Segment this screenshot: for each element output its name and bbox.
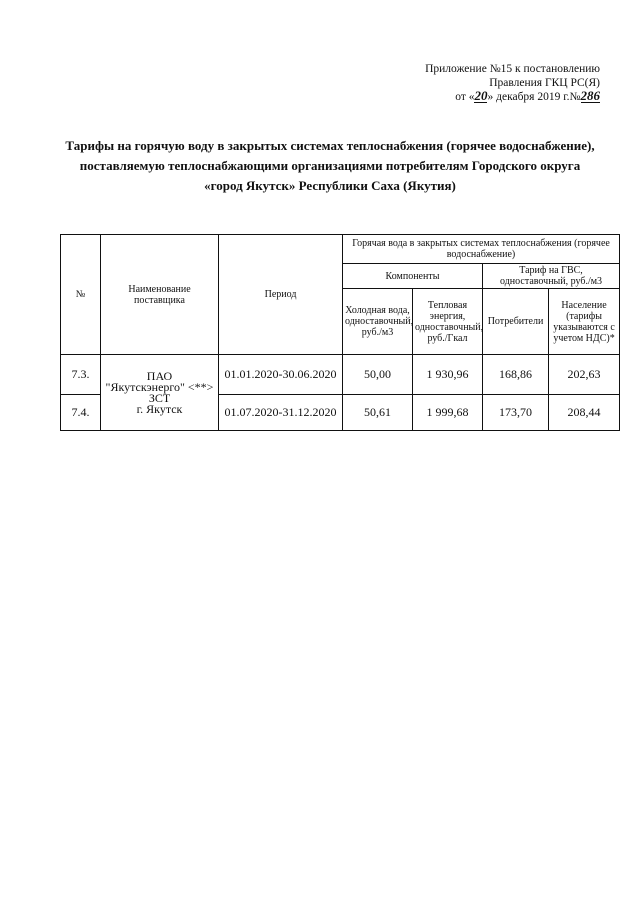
appendix-line-3 bbox=[330, 90, 600, 104]
row-cold-water: 50,61 bbox=[343, 395, 413, 431]
supplier-line-2: "Якутскэнерго" <**> bbox=[105, 379, 214, 394]
row-cold-water: 50,00 bbox=[343, 355, 413, 395]
header-num: № bbox=[61, 235, 101, 355]
row-heat-energy: 1 999,68 bbox=[413, 395, 483, 431]
header-components: Компоненты bbox=[343, 264, 483, 289]
appendix-day: 20 bbox=[474, 88, 488, 103]
row-period: 01.01.2020-30.06.2020 bbox=[219, 355, 343, 395]
header-row-1 bbox=[61, 235, 620, 264]
appendix-line-2: Правления ГКЦ РС(Я) bbox=[489, 77, 600, 89]
supplier-cell bbox=[101, 355, 219, 431]
supplier-line-4: г. Якутск bbox=[136, 401, 183, 416]
row-heat-energy: 1 930,96 bbox=[413, 355, 483, 395]
supplier-line-3: ЗСТ bbox=[148, 390, 171, 405]
header-period: Период bbox=[219, 235, 343, 355]
document-title: Тарифы на горячую воду в закрытых системах теплоснабжения (горячее водоснабжение), поставляемую теплоснабжающими организациями потребителям Городского округа «город Якутск» Республики Саха (Якутия) bbox=[65, 138, 595, 193]
row-period: 01.07.2020-31.12.2020 bbox=[219, 395, 343, 431]
appendix-date-mid: » декабря 2019 г.№ bbox=[487, 91, 581, 103]
row-population: 208,44 bbox=[549, 395, 620, 431]
tariff-table bbox=[60, 234, 620, 431]
row-consumers: 168,86 bbox=[483, 355, 549, 395]
row-consumers: 173,70 bbox=[483, 395, 549, 431]
header-consumers: Потребители bbox=[483, 289, 549, 355]
appendix-header bbox=[330, 62, 600, 104]
row-num: 7.3. bbox=[61, 355, 101, 395]
supplier-line-1: ПАО bbox=[146, 368, 173, 383]
row-population: 202,63 bbox=[549, 355, 620, 395]
appendix-line-1: Приложение №15 к постановлению bbox=[425, 63, 600, 75]
appendix-date-prefix: от « bbox=[455, 91, 475, 103]
header-population: Население (тарифы указываются с учетом НДС)* bbox=[549, 289, 620, 355]
appendix-number: 286 bbox=[580, 88, 600, 103]
header-tariff-gvs: Тариф на ГВС, одноставочный, руб./м3 bbox=[483, 264, 620, 289]
header-heat-energy: Тепловая энергия, одноставочный, руб./Гкал bbox=[413, 289, 483, 355]
header-supplier: Наименование поставщика bbox=[101, 235, 219, 355]
header-cold-water: Холодная вода, одноставочный, руб./м3 bbox=[343, 289, 413, 355]
table-row bbox=[61, 355, 620, 395]
row-num: 7.4. bbox=[61, 395, 101, 431]
header-group: Горячая вода в закрытых системах теплоснабжения (горячее водоснабжение) bbox=[343, 235, 620, 264]
